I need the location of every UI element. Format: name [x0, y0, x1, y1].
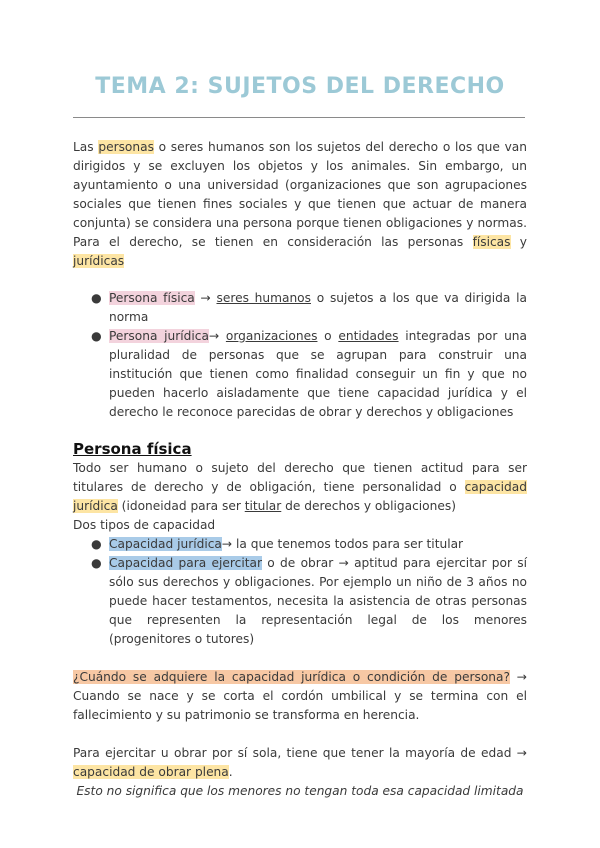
- highlight-personas: personas: [98, 140, 154, 154]
- bullet-icon: ●: [91, 556, 102, 570]
- highlight-fisicas: físicas: [472, 235, 511, 249]
- section-paragraph: [73, 459, 527, 516]
- list-item: [73, 535, 527, 554]
- question-answer-text: → Cuando se nace y se corta el cordón umbilical y se termina con el fallecimiento y su patrimonio se transforma en herencia.: [73, 670, 527, 722]
- last-paragraph: [73, 744, 527, 782]
- list-item: [73, 289, 527, 327]
- capacity-types-label: Dos tipos de capacidad: [73, 518, 216, 532]
- intro-text-3: y: [510, 235, 528, 249]
- underline-seres-humanos: seres humanos: [216, 291, 311, 305]
- list-item-text: o: [317, 329, 339, 343]
- section-heading: Persona física: [73, 440, 192, 458]
- intro-paragraph: [73, 138, 527, 271]
- bullet-icon: ●: [91, 537, 102, 551]
- highlight-capacidad-obrar-plena: capacidad de obrar plena: [73, 765, 229, 779]
- question-paragraph: [73, 668, 527, 725]
- title-divider: [73, 117, 525, 118]
- list-item: [73, 327, 527, 422]
- document-body: [73, 138, 527, 801]
- arrow-text: →: [194, 291, 217, 305]
- capacity-types-list: [73, 535, 527, 649]
- list-item-text: o de obrar → aptitud para ejercitar por sí sólo sus derechos y obligaciones. Por ejemplo un niño de 3 años no puede hacer testamentos, necesita la asistencia de otras personas que representen la representación legal de los menores (progenitores o tutores): [109, 556, 527, 646]
- underline-titular: titular: [244, 499, 282, 513]
- persona-types-list: [73, 289, 527, 422]
- intro-text-2: o seres humanos son los sujetos del derecho o los que van dirigidos y se excluyen los objetos y los animales. Sin embargo, un ayuntamiento o una universidad (organizaciones que son agrupaciones sociales que tienen fines sociales y que tienen que actuar de manera conjunta) se considera una persona porque tienen obligaciones y normas. Para el derecho, se tienen en consideración las personas: [73, 140, 527, 249]
- section-text-2: (idoneidad para ser: [117, 499, 245, 513]
- highlight-persona-juridica: Persona jurídica: [109, 329, 209, 343]
- highlight-capacidad-juridica-blue: Capacidad jurídica: [109, 537, 222, 551]
- highlight-question: ¿Cuándo se adquiere la capacidad jurídica o condición de persona?: [73, 670, 510, 684]
- section-text-3: de derechos y obligaciones): [281, 499, 456, 513]
- last-text-2: .: [228, 765, 233, 779]
- underline-entidades: entidades: [338, 329, 399, 343]
- last-text-1: Para ejercitar u obrar por sí sola, tiene que tener la mayoría de edad →: [73, 746, 527, 760]
- underline-organizaciones: organizaciones: [225, 329, 318, 343]
- highlight-capacidad-ejercitar: Capacidad para ejercitar: [109, 556, 262, 570]
- list-item: [73, 554, 527, 649]
- bullet-icon: ●: [91, 329, 102, 343]
- list-item-text: o sujetos a los que va dirigida la norma: [109, 291, 527, 324]
- bullet-icon: ●: [91, 291, 102, 305]
- intro-text-1: Las: [73, 140, 99, 154]
- list-item-text: integradas por una pluralidad de personas que se agrupan para construir una institución que tienen como finalidad conseguir un fin y que no pueden hacerlo aisladamente que tiene capacidad jurídica y el derecho le reconoce parecidas de obrar y derechos y obligaciones: [109, 329, 527, 419]
- highlight-capacidad-juridica: capacidad jurídica: [73, 480, 527, 513]
- list-item-text: → la que tenemos todos para ser titular: [221, 537, 464, 551]
- highlight-persona-fisica: Persona física: [109, 291, 195, 305]
- section-text-1: Todo ser humano o sujeto del derecho que tienen actitud para ser titulares de derecho y de obligación, tiene personalidad o: [73, 461, 527, 494]
- arrow-text: →: [208, 329, 226, 343]
- highlight-juridicas: jurídicas: [73, 254, 125, 268]
- page-title: TEMA 2: SUJETOS DEL DERECHO: [95, 74, 505, 99]
- italic-note: Esto no significa que los menores no tengan toda esa capacidad limitada: [76, 784, 524, 798]
